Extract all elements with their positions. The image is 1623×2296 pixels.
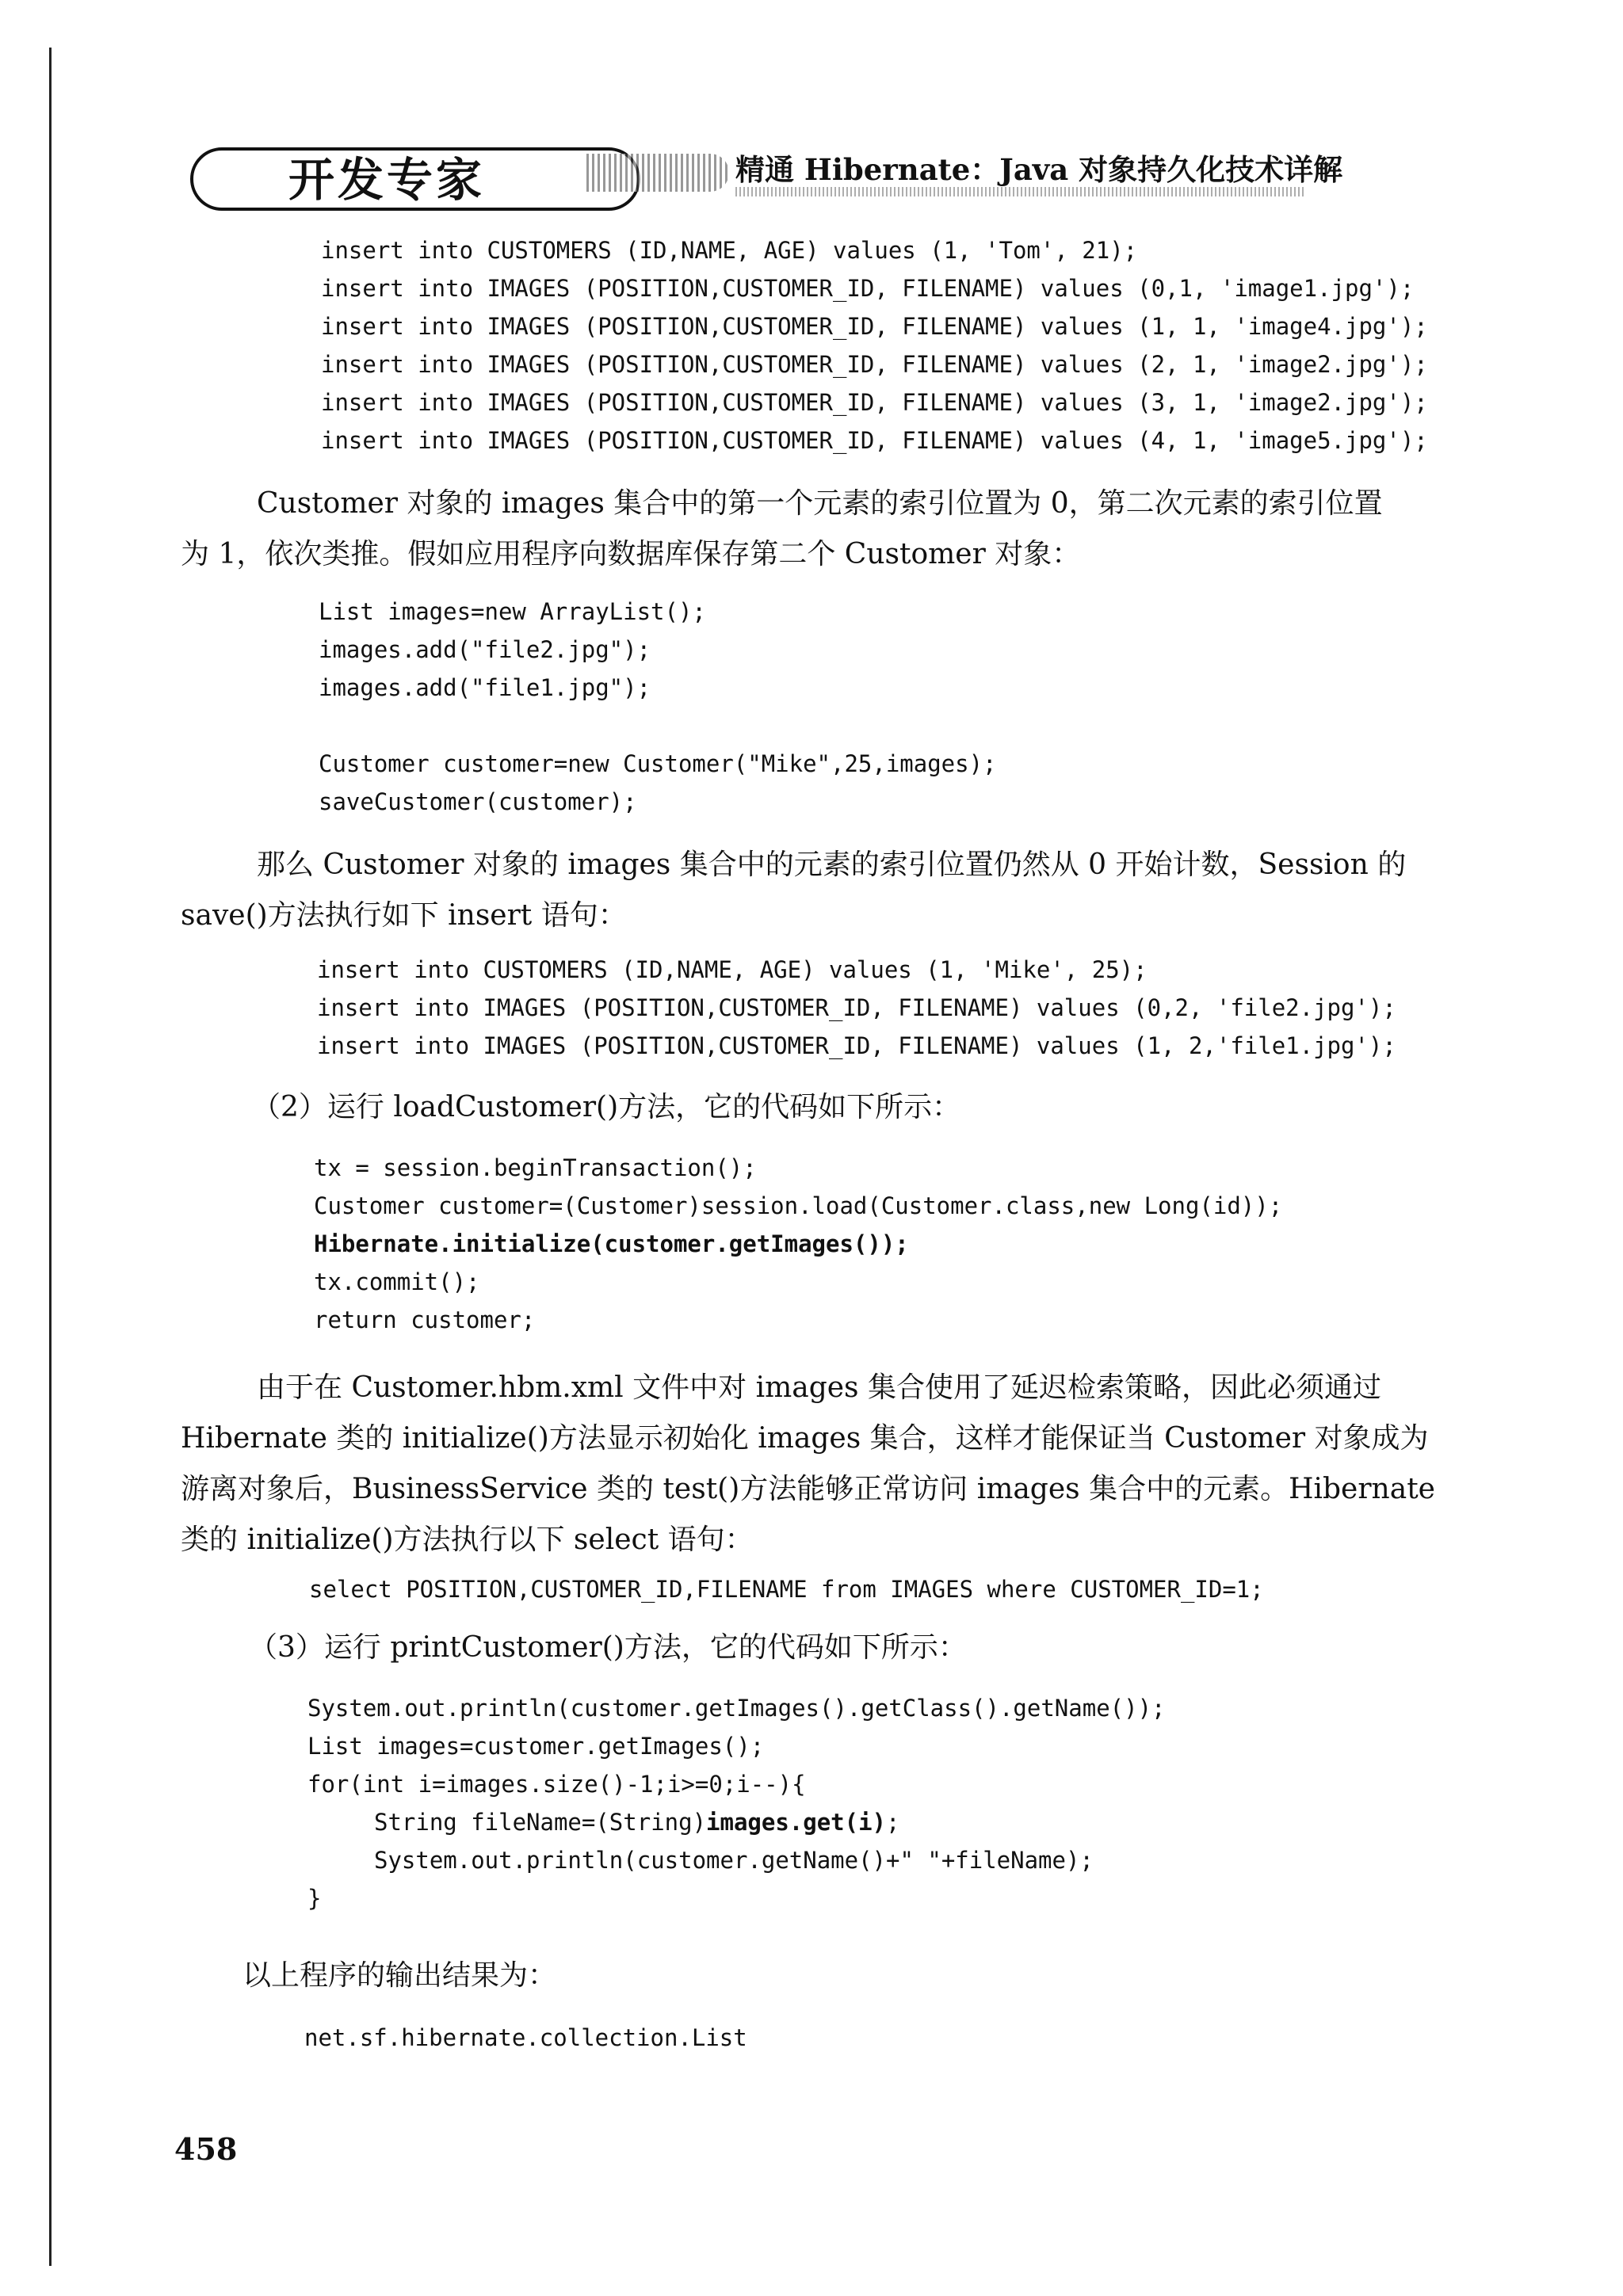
code-line: for(int i=images.size()-1;i>=0;i--){ bbox=[307, 1771, 806, 1798]
paragraph-2 bbox=[181, 840, 1433, 941]
code-line: insert into IMAGES (POSITION,CUSTOMER_ID, FILENAME) values (2, 1, 'image2.jpg'); bbox=[321, 351, 1428, 378]
code-line: insert into CUSTOMERS (ID,NAME, AGE) values (1, 'Tom', 21); bbox=[321, 237, 1138, 264]
code-line: tx.commit(); bbox=[314, 1268, 480, 1295]
code-line-highlighted: Hibernate.initialize(customer.getImages()); bbox=[314, 1230, 909, 1257]
paragraph-line: 由于在 Customer.hbm.xml 文件中对 images 集合使用了延迟检索策略，因此必须通过 bbox=[257, 1371, 1381, 1404]
code-text: ; bbox=[886, 1809, 900, 1836]
code-block-2 bbox=[319, 593, 997, 821]
code-line: Customer customer=(Customer)session.load(Customer.class,new Long(id)); bbox=[314, 1192, 1283, 1219]
step-2-heading: （2）运行 loadCustomer()方法，它的代码如下所示： bbox=[252, 1091, 961, 1123]
code-text-highlighted: images.get(i) bbox=[706, 1809, 887, 1836]
book-title: 精通 Hibernate：Java 对象持久化技术详解 bbox=[735, 152, 1343, 187]
code-line: images.add("file1.jpg"); bbox=[319, 674, 651, 701]
page-header bbox=[190, 143, 1426, 214]
code-line: insert into IMAGES (POSITION,CUSTOMER_ID, FILENAME) values (1, 1, 'image4.jpg'); bbox=[321, 313, 1428, 340]
blank-line bbox=[319, 707, 997, 745]
code-line: List images=customer.getImages(); bbox=[307, 1733, 765, 1760]
code-line: insert into CUSTOMERS (ID,NAME, AGE) values (1, 'Mike', 25); bbox=[317, 956, 1148, 983]
code-line: Customer customer=new Customer("Mike",25,images); bbox=[319, 750, 997, 777]
code-block-5 bbox=[309, 1570, 1264, 1608]
code-line: insert into IMAGES (POSITION,CUSTOMER_ID, FILENAME) values (0,1, 'image1.jpg'); bbox=[321, 275, 1415, 302]
paragraph-line: 游离对象后，BusinessService 类的 test()方法能够正常访问 images 集合中的元素。Hibernate bbox=[181, 1473, 1435, 1505]
code-line: return customer; bbox=[314, 1306, 536, 1333]
code-block-6 bbox=[307, 1689, 1166, 1917]
paragraph-4: 以上程序的输出结果为： bbox=[242, 1959, 557, 1992]
step-3-heading: （3）运行 printCustomer()方法，它的代码如下所示： bbox=[249, 1631, 967, 1664]
output-block bbox=[304, 2019, 747, 2057]
page-number: 458 bbox=[174, 2131, 238, 2167]
code-line: tx = session.beginTransaction(); bbox=[314, 1154, 757, 1181]
code-line: } bbox=[307, 1885, 322, 1912]
paragraph-1 bbox=[181, 479, 1433, 580]
code-line: List images=new ArrayList(); bbox=[319, 598, 706, 625]
code-block-4 bbox=[314, 1149, 1282, 1339]
header-rule bbox=[735, 187, 1306, 196]
paragraph-3 bbox=[181, 1363, 1433, 1566]
paragraph-line: 类的 initialize()方法执行以下 select 语句： bbox=[181, 1524, 754, 1556]
paragraph-line: 那么 Customer 对象的 images 集合中的元素的索引位置仍然从 0 开始计数，Session 的 bbox=[257, 849, 1407, 881]
code-line: System.out.println(customer.getName()+" "+fileName); bbox=[374, 1847, 1094, 1874]
code-line: images.add("file2.jpg"); bbox=[319, 636, 651, 663]
code-line: insert into IMAGES (POSITION,CUSTOMER_ID, FILENAME) values (4, 1, 'image5.jpg'); bbox=[321, 427, 1428, 454]
code-line: insert into IMAGES (POSITION,CUSTOMER_ID, FILENAME) values (3, 1, 'image2.jpg'); bbox=[321, 389, 1428, 416]
code-line: insert into IMAGES (POSITION,CUSTOMER_ID, FILENAME) values (0,2, 'file2.jpg'); bbox=[317, 994, 1396, 1021]
output-line: net.sf.hibernate.collection.List bbox=[304, 2024, 747, 2051]
code-block-1 bbox=[321, 231, 1428, 460]
code-line: select POSITION,CUSTOMER_ID,FILENAME from IMAGES where CUSTOMER_ID=1; bbox=[309, 1576, 1264, 1603]
series-title: 开发专家 bbox=[288, 153, 486, 207]
code-block-3 bbox=[317, 951, 1396, 1065]
code-line bbox=[307, 1803, 1166, 1841]
paragraph-line: Hibernate 类的 initialize()方法显示初始化 images 集合，这样才能保证当 Customer 对象成为 bbox=[181, 1422, 1429, 1455]
page-binding-line bbox=[49, 48, 52, 2266]
code-line: saveCustomer(customer); bbox=[319, 788, 637, 815]
paragraph-line: save()方法执行如下 insert 语句： bbox=[181, 899, 627, 932]
paragraph-line: 为 1，依次类推。假如应用程序向数据库保存第二个 Customer 对象： bbox=[181, 538, 1081, 570]
code-text: String fileName=(String) bbox=[374, 1809, 707, 1836]
code-line: insert into IMAGES (POSITION,CUSTOMER_ID, FILENAME) values (1, 2,'file1.jpg'); bbox=[317, 1032, 1396, 1059]
paragraph-line: Customer 对象的 images 集合中的第一个元素的索引位置为 0，第二次元素的索引位置 bbox=[257, 487, 1383, 520]
code-line: System.out.println(customer.getImages().getClass().getName()); bbox=[307, 1695, 1166, 1722]
header-decoration bbox=[586, 154, 729, 192]
